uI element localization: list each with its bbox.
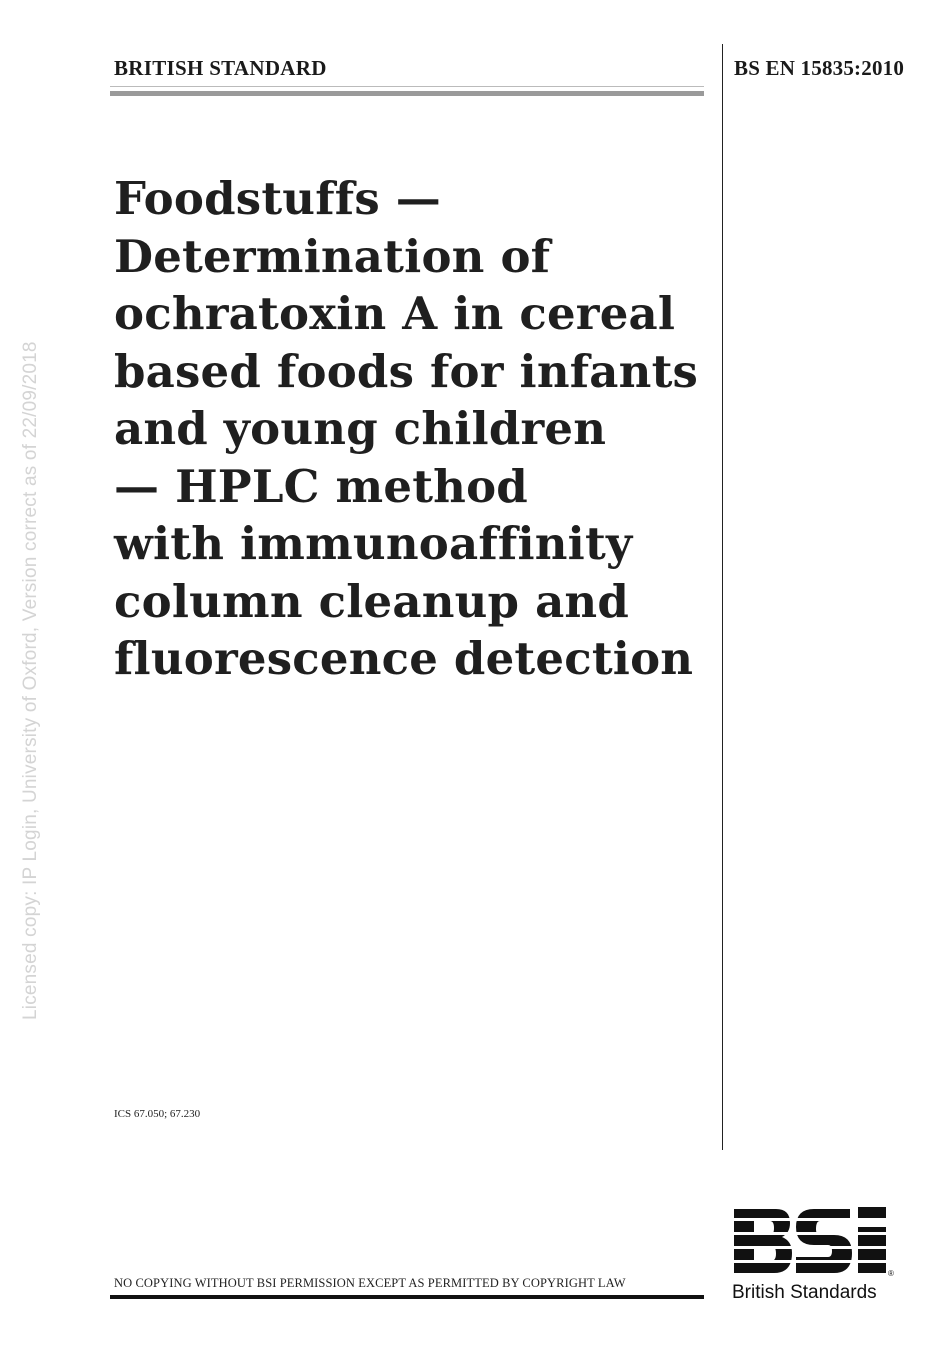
header-rule-thick — [110, 91, 704, 96]
title-line: column cleanup and — [114, 574, 630, 628]
document-title — [114, 170, 714, 688]
title-line: based foods for infants — [114, 344, 699, 398]
header-label: BRITISH STANDARD — [114, 56, 327, 80]
title-line: fluorescence detection — [114, 632, 694, 685]
title-line: Foodstuffs — — [114, 172, 441, 225]
license-watermark: Licensed copy: IP Login, University of Oxford, Version correct as of 22/09/2018 — [20, 341, 41, 1020]
copyright-notice: NO COPYING WITHOUT BSI PERMISSION EXCEPT AS PERMITTED BY COPYRIGHT LAW — [114, 1276, 626, 1290]
footer-rule — [110, 1295, 704, 1299]
standard-number: BS EN 15835:2010 — [734, 56, 905, 80]
title-line: Determination of — [114, 229, 551, 283]
title-line: with immunoaffinity — [114, 517, 633, 570]
bsi-logo — [732, 1205, 894, 1277]
header-rule-thin — [110, 86, 704, 87]
vertical-divider — [722, 44, 723, 1150]
svg-text:®: ® — [888, 1269, 894, 1277]
title-line: — HPLC method — [114, 459, 528, 513]
title-line: and young children — [114, 402, 607, 455]
bsi-subtitle: British Standards — [732, 1282, 877, 1303]
title-line: ochratoxin A in cereal — [114, 287, 676, 340]
ics-code: ICS 67.050; 67.230 — [114, 1108, 201, 1120]
